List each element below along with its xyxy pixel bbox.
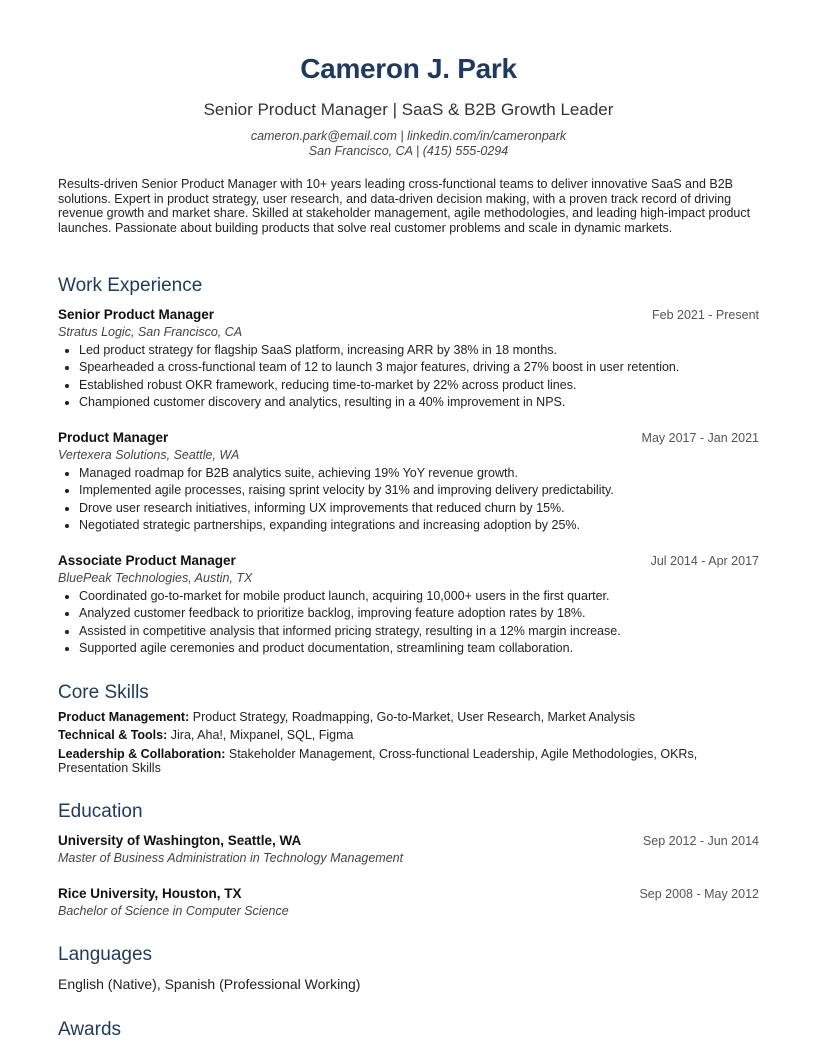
- professional-summary: Results-driven Senior Product Manager with 10+ years leading cross-functional teams to deliver innovative SaaS and B2B solutions. Expert in product strategy, user research, and data-driven decision making, with a proven track record of driving revenue growth and market share. Skilled at stakeholder management, agile methodologies, and leading high-impact product launches. Passionate about building products that solve real customer problems and scale in dynamic markets.: [58, 177, 751, 235]
- job-company: Stratus Logic, San Francisco, CA: [58, 325, 243, 339]
- job-bullet: • Managed roadmap for B2B analytics suite, achieving 19% YoY revenue growth.: [79, 465, 759, 482]
- education-dates: Sep 2012 - Jun 2014: [642, 834, 759, 848]
- job-company: BluePeak Technologies, Austin, TX: [58, 571, 253, 585]
- education-degree: Master of Business Administration in Technology Management: [58, 851, 404, 865]
- job-bullet: • Coordinated go-to-market for mobile product launch, acquiring 10,000+ users in the first quarter.: [79, 588, 759, 605]
- job-bullet: • Analyzed customer feedback to prioritize backlog, improving feature adoption rates by 18%.: [79, 605, 759, 622]
- skill-text: Stakeholder Management, Cross-functional Leadership, Agile Methodologies, OKRs, Presentation Skills: [58, 747, 698, 775]
- job-dates: Jul 2014 - Apr 2017: [650, 554, 759, 568]
- job-bullets: [58, 588, 759, 657]
- languages-list: English (Native), Spanish (Professional Working): [58, 976, 361, 992]
- section-title-core-skills: Core Skills: [58, 682, 149, 703]
- section-title-education: Education: [58, 801, 143, 822]
- job-bullet: • Spearheaded a cross-functional team of 12 to launch 3 major features, driving a 27% boost in user retention.: [79, 359, 759, 376]
- education-school: University of Washington, Seattle, WA: [58, 833, 302, 848]
- job-bullet: • Supported agile ceremonies and product documentation, streamlining team collaboration.: [79, 640, 759, 657]
- skill-line-product-management: [58, 710, 759, 724]
- job-title: Product Manager: [58, 430, 169, 445]
- job-dates: May 2017 - Jan 2021: [641, 431, 759, 445]
- skill-line-technical-tools: [58, 728, 759, 742]
- job-bullet: • Negotiated strategic partnerships, expanding integrations and increasing adoption by 25%.: [79, 517, 759, 534]
- education-dates: Sep 2008 - May 2012: [639, 887, 759, 901]
- job-bullet: • Drove user research initiatives, informing UX improvements that reduced churn by 15%.: [79, 500, 759, 517]
- job-bullet: • Implemented agile processes, raising sprint velocity by 31% and improving delivery predictability.: [79, 482, 759, 499]
- job-bullet: • Assisted in competitive analysis that informed pricing strategy, resulting in a 12% margin increase.: [79, 623, 759, 640]
- job-bullet: • Established robust OKR framework, reducing time-to-market by 22% across product lines.: [79, 377, 759, 394]
- skill-label: Product Management:: [58, 710, 190, 724]
- skill-label: Technical & Tools:: [58, 728, 168, 742]
- skill-text: Product Strategy, Roadmapping, Go-to-Market, User Research, Market Analysis: [189, 710, 636, 724]
- job-title: Associate Product Manager: [58, 553, 236, 568]
- job-bullets: [58, 342, 759, 411]
- skill-text: Jira, Aha!, Mixpanel, SQL, Figma: [167, 728, 354, 742]
- contact-line-location-phone: San Francisco, CA | (415) 555-0294: [308, 144, 509, 158]
- job-bullet: • Led product strategy for flagship SaaS platform, increasing ARR by 38% in 18 months.: [79, 342, 759, 359]
- job-bullets: [58, 465, 759, 534]
- section-title-languages: Languages: [58, 944, 153, 965]
- headline: Senior Product Manager | SaaS & B2B Growth Leader: [203, 100, 614, 119]
- job-dates: Feb 2021 - Present: [651, 308, 759, 322]
- candidate-name: Cameron J. Park: [300, 53, 517, 84]
- section-title-awards: Awards: [58, 1019, 122, 1040]
- education-school: Rice University, Houston, TX: [58, 886, 242, 901]
- education-degree: Bachelor of Science in Computer Science: [58, 904, 289, 918]
- skill-label: Leadership & Collaboration:: [58, 747, 226, 761]
- skill-line-leadership: [58, 747, 759, 775]
- job-company: Vertexera Solutions, Seattle, WA: [58, 448, 240, 462]
- section-title-work-experience: Work Experience: [58, 275, 203, 296]
- job-bullet: • Championed customer discovery and analytics, resulting in a 40% improvement in NPS.: [79, 394, 759, 411]
- contact-line-email-linkedin: cameron.park@email.com | linkedin.com/in/cameronpark: [250, 129, 567, 143]
- job-title: Senior Product Manager: [58, 307, 215, 322]
